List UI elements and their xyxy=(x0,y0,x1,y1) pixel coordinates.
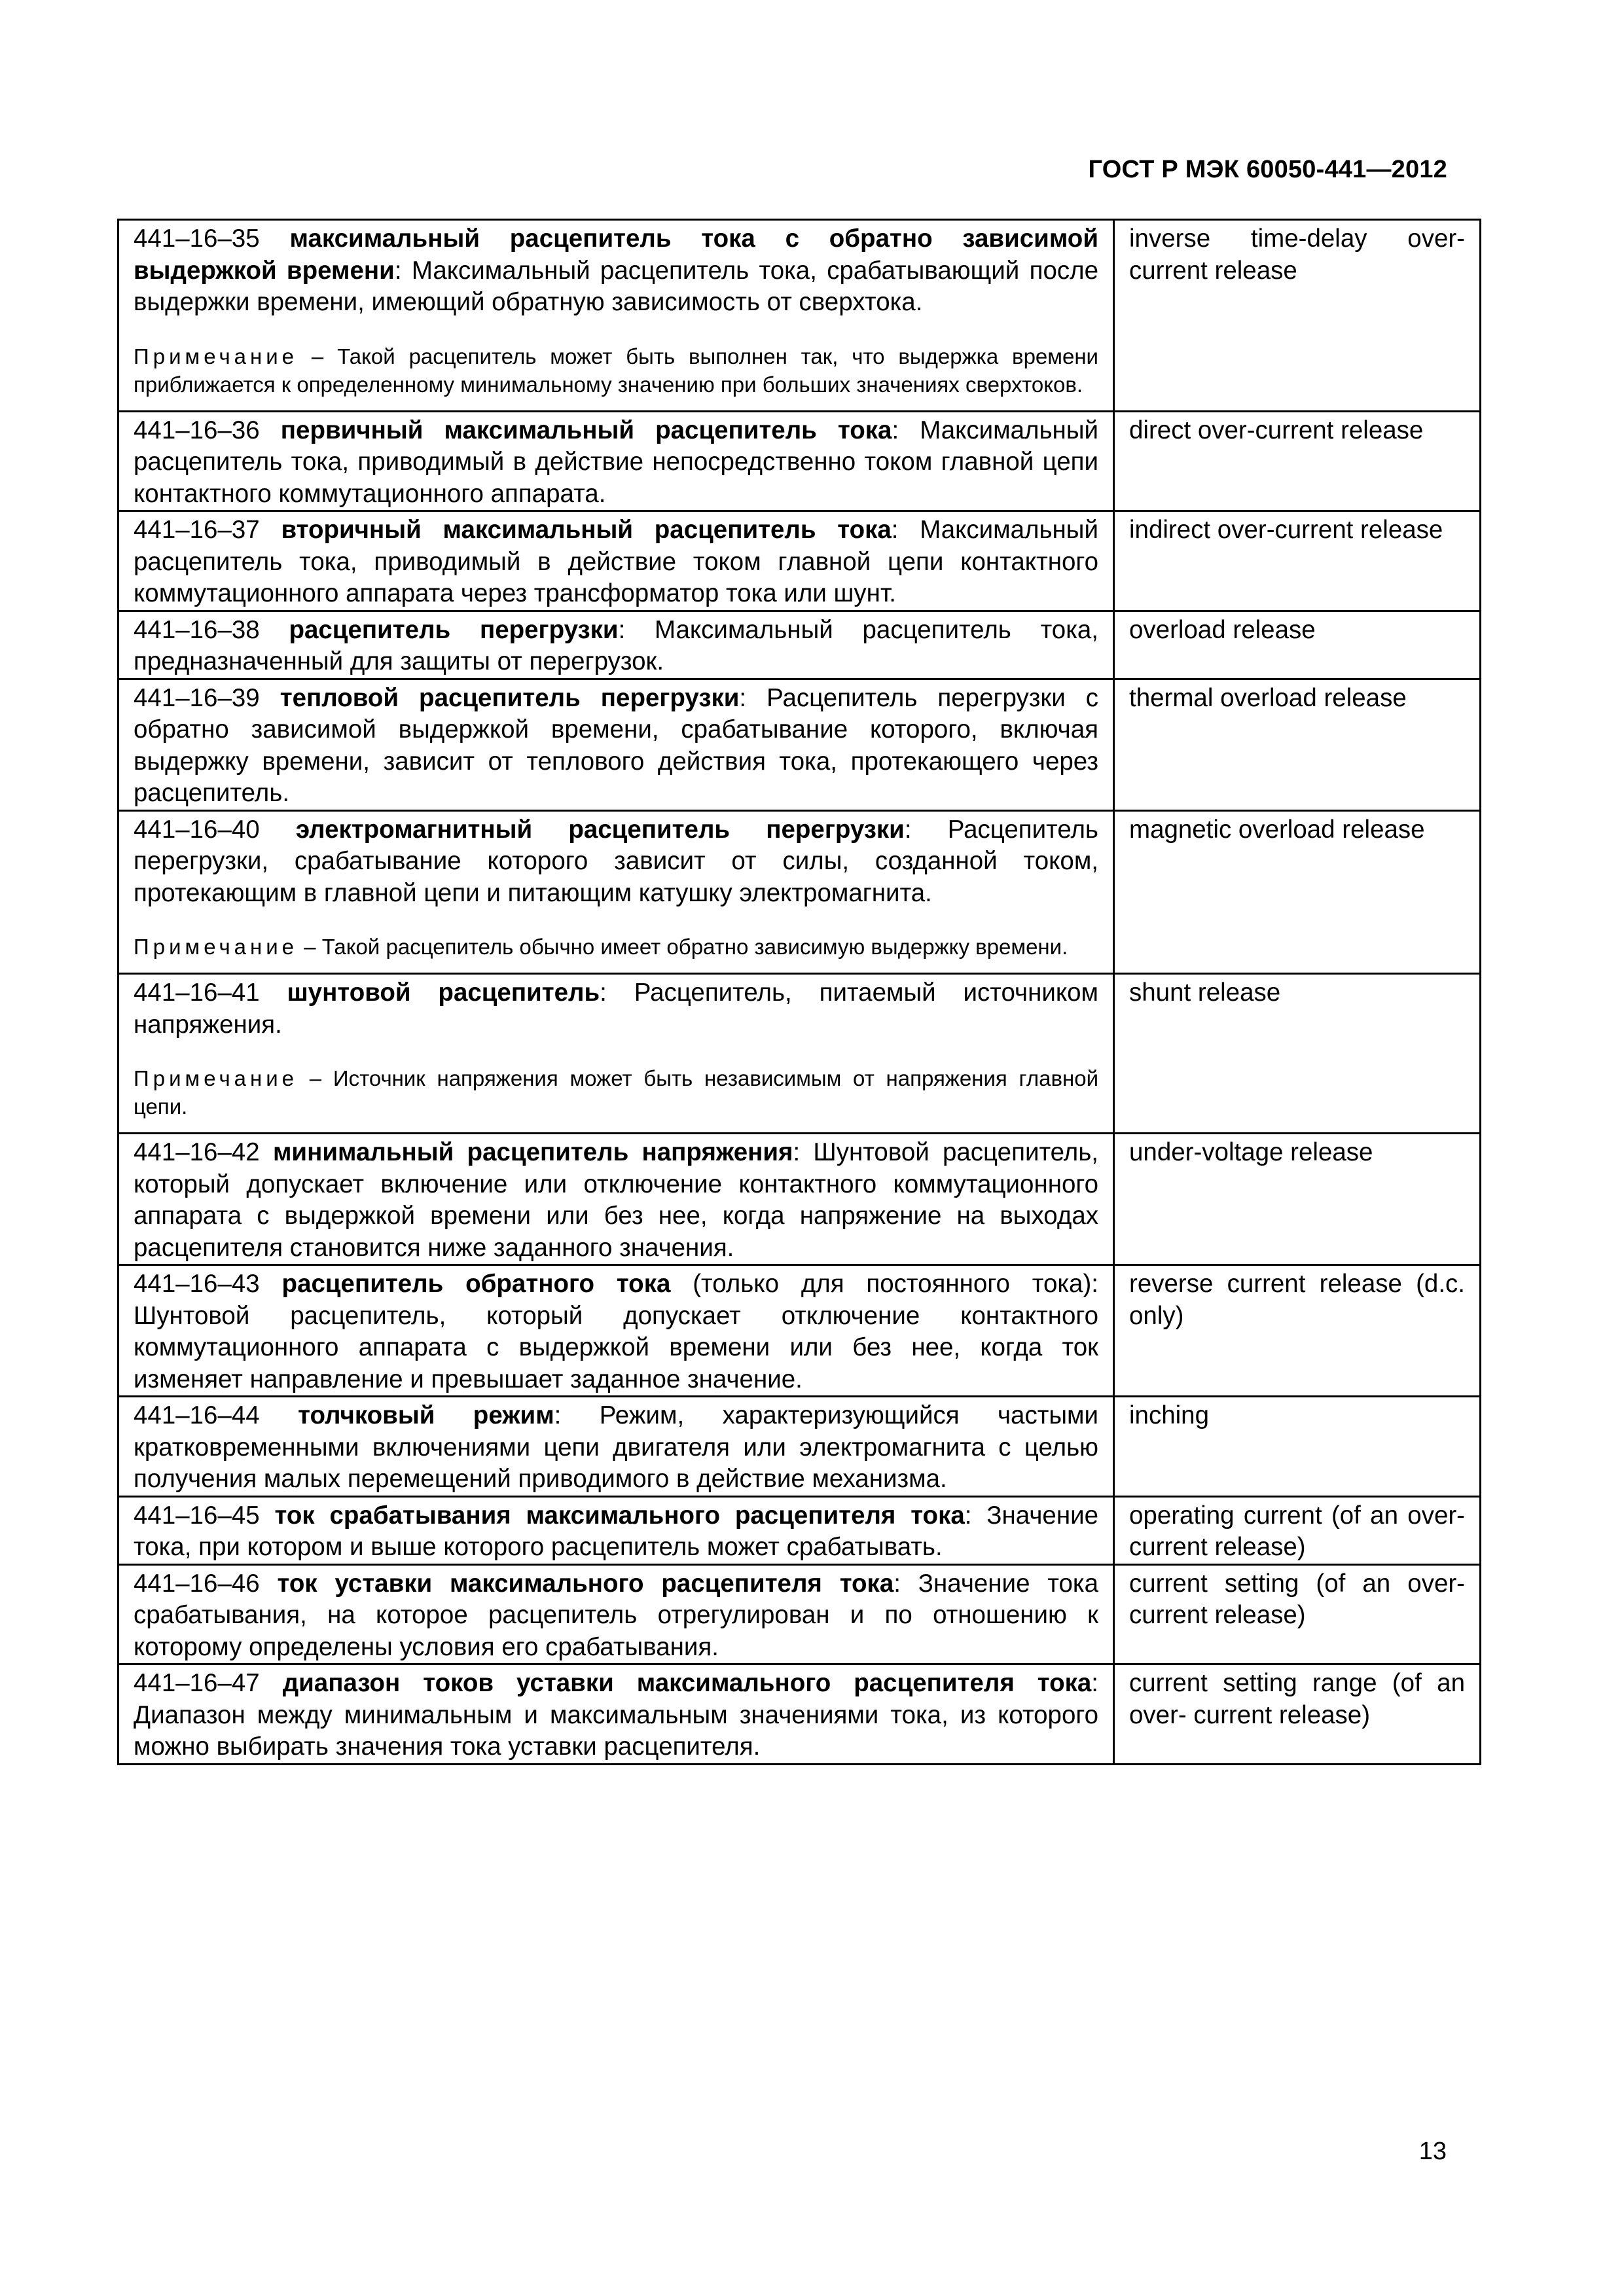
term-name: первичный максимальный расцепитель тока xyxy=(280,416,892,444)
term-name: тепловой расцепитель перегрузки xyxy=(280,683,740,712)
term-russian-cell xyxy=(118,1397,1114,1497)
term-definition: : Значение тока, при котором и выше которого расцепитель может срабатывать. xyxy=(134,1501,1099,1561)
term-english-cell: reverse current release (d.c. only) xyxy=(1114,1265,1481,1397)
term-row-441–16–43 xyxy=(118,1265,1481,1397)
term-russian-cell xyxy=(118,1664,1114,1765)
term-name: ток уставки максимального расцепителя тока xyxy=(277,1569,894,1598)
term-row-441–16–39 xyxy=(118,679,1481,810)
term-definition: : Расцепитель перегрузки с обратно зависимой выдержкой времени, срабатывание которого, включая выдержку времени, зависит от теплового действия тока, протекающего через расцепитель. xyxy=(134,683,1098,807)
term-entry xyxy=(134,814,1098,910)
note-label: Примечание xyxy=(134,1066,298,1090)
term-entry xyxy=(134,514,1098,610)
term-note xyxy=(134,342,1098,399)
term-row-441–16–37 xyxy=(118,511,1481,611)
term-row-441–16–46 xyxy=(118,1564,1481,1664)
term-number: 441–16–46 xyxy=(134,1569,260,1598)
term-russian-cell xyxy=(118,974,1114,1134)
term-entry xyxy=(134,615,1098,678)
term-name: расцепитель перегрузки xyxy=(289,615,619,644)
term-number: 441–16–44 xyxy=(134,1401,260,1429)
term-definition: : Шунтовой расцепитель, который допускает включение или отключение контактного коммутационного аппарата с выдержкой времени или без нее, когда напряжение на выходах расцепителя становится ниже заданного значения. xyxy=(134,1138,1098,1262)
term-name: диапазон токов уставки максимального расцепителя тока xyxy=(282,1669,1092,1697)
term-entry xyxy=(134,1137,1098,1264)
term-english-cell: shunt release xyxy=(1114,974,1481,1134)
term-note xyxy=(134,1064,1098,1121)
term-number: 441–16–45 xyxy=(134,1501,260,1530)
term-name: вторичный максимальный расцепитель тока xyxy=(281,516,892,544)
term-name: электромагнитный расцепитель перегрузки xyxy=(295,815,905,844)
term-entry xyxy=(134,1668,1098,1763)
term-definition: : Максимальный расцепитель тока, приводимый в действие током главной цепи контактного коммутационного аппарата через трансформатор тока или шунт. xyxy=(134,516,1098,607)
term-entry xyxy=(134,223,1098,319)
page-number: 13 xyxy=(1418,2138,1447,2165)
term-row-441–16–38 xyxy=(118,611,1481,679)
term-row-441–16–45 xyxy=(118,1496,1481,1564)
term-row-441–16–40 xyxy=(118,810,1481,974)
term-russian-cell xyxy=(118,411,1114,511)
note-text: – Такой расцепитель обычно имеет обратно зависимую выдержку времени. xyxy=(304,935,1068,959)
term-definition: : Расцепитель перегрузки, срабатывание которого зависит от силы, созданной током, протекающим в главной цепи и питающим катушку электромагнита. xyxy=(134,815,1098,907)
note-label: Примечание xyxy=(134,935,298,959)
term-russian-cell xyxy=(118,1134,1114,1265)
term-number: 441–16–36 xyxy=(134,416,260,444)
term-english-cell: overload release xyxy=(1114,611,1481,679)
term-definition: : Режим, характеризующийся частыми кратковременными включениями цепи двигателя или электромагнита с целью получения малых перемещений приводимого в действие механизма. xyxy=(134,1401,1098,1493)
term-english-cell: inverse time-delay over-current release xyxy=(1114,220,1481,412)
term-english-cell: magnetic overload release xyxy=(1114,810,1481,974)
term-entry xyxy=(134,683,1098,810)
term-definition: : Максимальный расцепитель тока, приводимый в действие непосредственно током главной цепи контактного коммутационного аппарата. xyxy=(134,416,1098,508)
term-note xyxy=(134,933,1098,961)
term-english-cell: current setting (of an over-current release) xyxy=(1114,1564,1481,1664)
term-number: 441–16–40 xyxy=(134,815,260,844)
term-row-441–16–35 xyxy=(118,220,1481,412)
term-number: 441–16–38 xyxy=(134,615,260,644)
term-number: 441–16–35 xyxy=(134,224,260,253)
term-name: толчковый режим xyxy=(298,1401,554,1429)
term-russian-cell xyxy=(118,220,1114,412)
term-entry xyxy=(134,1400,1098,1496)
term-russian-cell xyxy=(118,611,1114,679)
term-number: 441–16–37 xyxy=(134,516,260,544)
terms-table-body xyxy=(118,220,1481,1765)
term-entry xyxy=(134,1268,1098,1395)
term-number: 441–16–42 xyxy=(134,1138,260,1166)
term-english-cell: thermal overload release xyxy=(1114,679,1481,810)
term-russian-cell xyxy=(118,1564,1114,1664)
term-name: минимальный расцепитель напряжения xyxy=(272,1138,793,1166)
term-definition: (только для постоянного тока): Шунтовой расцепитель, который допускает отключение контактного коммутационного аппарата с выдержкой времени или без нее, когда ток изменяет направление и превышает заданное значение. xyxy=(134,1270,1098,1393)
term-russian-cell xyxy=(118,1496,1114,1564)
term-definition: : Максимальный расцепитель тока, предназначенный для защиты от перегрузок. xyxy=(134,615,1098,675)
term-english-cell: current setting range (of an over- current release) xyxy=(1114,1664,1481,1765)
term-row-441–16–36 xyxy=(118,411,1481,511)
term-definition: : Максимальный расцепитель тока, срабатывающий после выдержки времени, имеющий обратную зависимость от сверхтока. xyxy=(134,256,1098,316)
term-entry xyxy=(134,977,1098,1041)
term-number: 441–16–41 xyxy=(134,978,260,1007)
term-russian-cell xyxy=(118,1265,1114,1397)
term-definition: : Диапазон между минимальным и максимальным значениями тока, из которого можно выбирать значения тока уставки расцепителя. xyxy=(134,1669,1098,1761)
term-name: шунтовой расцепитель xyxy=(287,978,600,1007)
term-name: ток срабатывания максимального расцепителя тока xyxy=(274,1501,965,1530)
term-english-cell: indirect over-current release xyxy=(1114,511,1481,611)
note-label: Примечание xyxy=(134,344,298,368)
term-english-cell: operating current (of an over-current release) xyxy=(1114,1496,1481,1564)
terms-table xyxy=(117,219,1481,1765)
term-name: максимальный расцепитель тока с обратно зависимой выдержкой времени xyxy=(134,224,1098,285)
term-definition: : Расцепитель, питаемый источником напряжения. xyxy=(134,978,1098,1039)
note-text: – Источник напряжения может быть независимым от напряжения главной цепи. xyxy=(134,1066,1098,1119)
term-row-441–16–47 xyxy=(118,1664,1481,1765)
term-name: расцепитель обратного тока xyxy=(281,1270,671,1298)
term-english-cell: under-voltage release xyxy=(1114,1134,1481,1265)
term-english-cell: inching xyxy=(1114,1397,1481,1497)
term-row-441–16–44 xyxy=(118,1397,1481,1497)
term-russian-cell xyxy=(118,679,1114,810)
note-text: – Такой расцепитель может быть выполнен так, что выдержка времени приближается к определенному минимальному значению при больших значениях сверхтоков. xyxy=(134,344,1098,397)
term-number: 441–16–47 xyxy=(134,1669,260,1697)
term-definition: : Значение тока срабатывания, на которое расцепитель отрегулирован и по отношению к которому определены условия его срабатывания. xyxy=(134,1569,1098,1661)
term-number: 441–16–39 xyxy=(134,683,260,712)
term-number: 441–16–43 xyxy=(134,1270,260,1298)
term-entry xyxy=(134,415,1098,511)
term-entry xyxy=(134,1568,1098,1664)
document-header: ГОСТ Р МЭК 60050-441—2012 xyxy=(1088,156,1447,183)
term-russian-cell xyxy=(118,810,1114,974)
term-row-441–16–41 xyxy=(118,974,1481,1134)
term-english-cell: direct over-current release xyxy=(1114,411,1481,511)
term-row-441–16–42 xyxy=(118,1134,1481,1265)
term-russian-cell xyxy=(118,511,1114,611)
term-entry xyxy=(134,1500,1098,1564)
